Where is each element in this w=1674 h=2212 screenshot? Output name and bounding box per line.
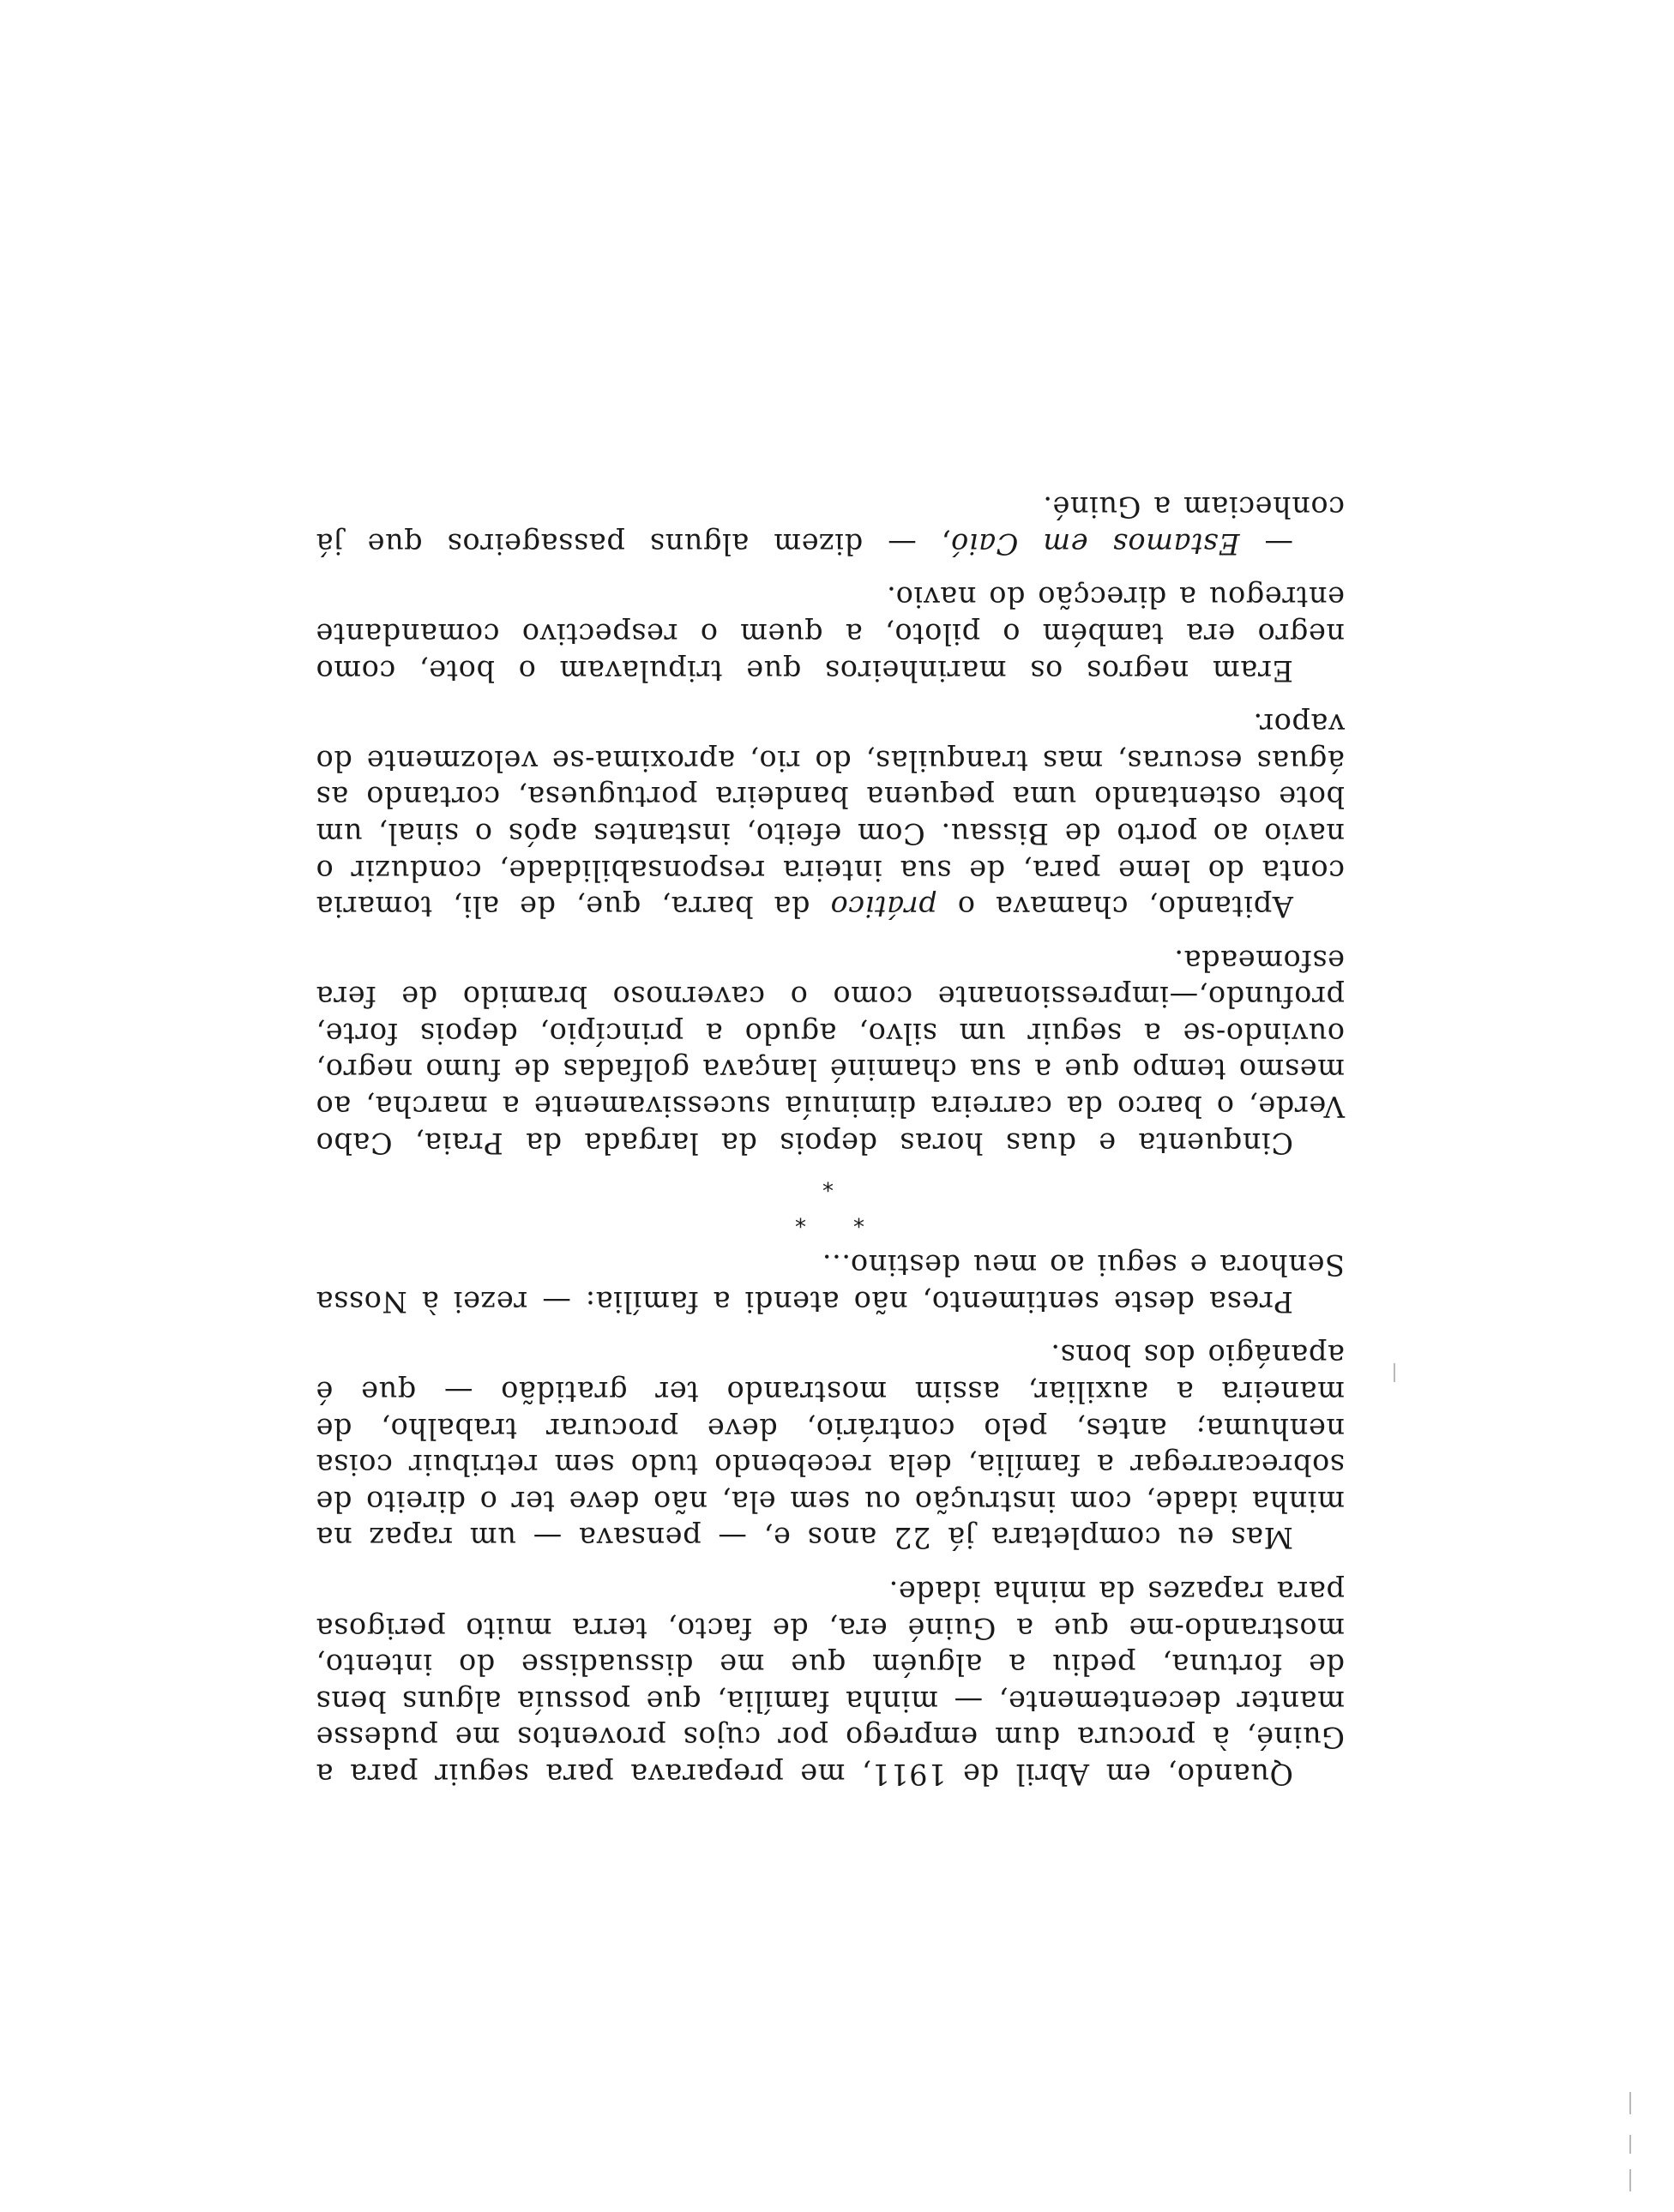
separator-star: * xyxy=(822,1169,834,1195)
paragraph-3: Presa deste sentimento, não atendi a família: — rezei à Nossa Senhora e segui ao meu destino... xyxy=(316,1248,1345,1319)
separator-star: * xyxy=(852,1205,864,1231)
paragraph-6: Eram negros os marinheiros que tripulavam o bote, como negro era também o piloto, a quem o respectivo comandante entregou a direcção do navio. xyxy=(316,580,1345,688)
scan-artifact-mark xyxy=(1629,2169,1631,2191)
paragraph-gap xyxy=(316,1319,1345,1337)
paragraph-5-start: Apitando, chamava o xyxy=(936,890,1293,924)
scan-artifact-mark xyxy=(1629,2135,1631,2154)
paragraph-7-end: , — dizem alguns passageiros que já conheciam a Guiné. xyxy=(316,490,1345,561)
separator-star: * xyxy=(794,1205,806,1231)
paragraph-5-end: da barra, que, de ali, tomaria conta do leme para, de sua inteira responsabilidade, conduzir o navio ao porto de Bissau. Com efeito, instantes após o sinal, um bote ostentando uma pequena bandeira portuguesa, cortando as águas escuras, mas tranquilas, do rio, aproxima-se velozmente do vapor. xyxy=(315,707,1345,924)
rotated-text-block xyxy=(316,206,1345,1792)
paragraph-5-emphasis: prático xyxy=(829,890,937,924)
paragraph-gap xyxy=(316,688,1345,706)
paragraph-1: Quando, em Abril de 1911, me preparava para seguir para a Guiné, à procura dum emprego por cujos proventos me pudesse manter decentemente, — minha família, que possuía alguns bens de fortuna, pediu a alguém que me dissuadisse do intento, mostrando-me que a Guiné era, de facto, terra muito perigosa para rapazes da minha idade. xyxy=(316,1575,1345,1791)
paragraph-5 xyxy=(316,706,1345,925)
section-separator xyxy=(316,1161,1345,1247)
paragraph-gap xyxy=(316,1555,1345,1572)
paragraph-7-emphasis: Estamos em Caió xyxy=(950,526,1240,561)
paragraph-7 xyxy=(316,489,1345,562)
paragraph-gap xyxy=(316,924,1345,941)
scan-artifact-mark xyxy=(1629,2092,1631,2114)
paragraph-2: Mas eu completara já 22 anos e, — pensava — um rapaz na minha idade, com instrução ou sem ela, não deve ter o direito de sobrecarregar a família, dela recebendo tudo sem retribuir coisa nenhuma; antes, pelo contrário, deve procurar trabalho, de maneira a auxiliar, assim mostrando ter gratidão — que é apanágio dos bons. xyxy=(316,1338,1345,1555)
paragraph-7-start: — xyxy=(1239,526,1293,561)
paragraph-gap xyxy=(316,562,1345,579)
scan-artifact-mark xyxy=(1394,1363,1395,1382)
paragraph-4: Cinquenta e duas horas depois da largada da Praia, Cabo Verde, o barco da carreira diminuía sucessivamente a marcha, ao mesmo tempo que a sua chaminé lançava golfadas de fumo negro, ouvindo-se a seguir um silvo, agudo a princípio, depois forte, profundo,—impressionante como o cavernoso bramido de fera esfomeada. xyxy=(316,943,1345,1160)
